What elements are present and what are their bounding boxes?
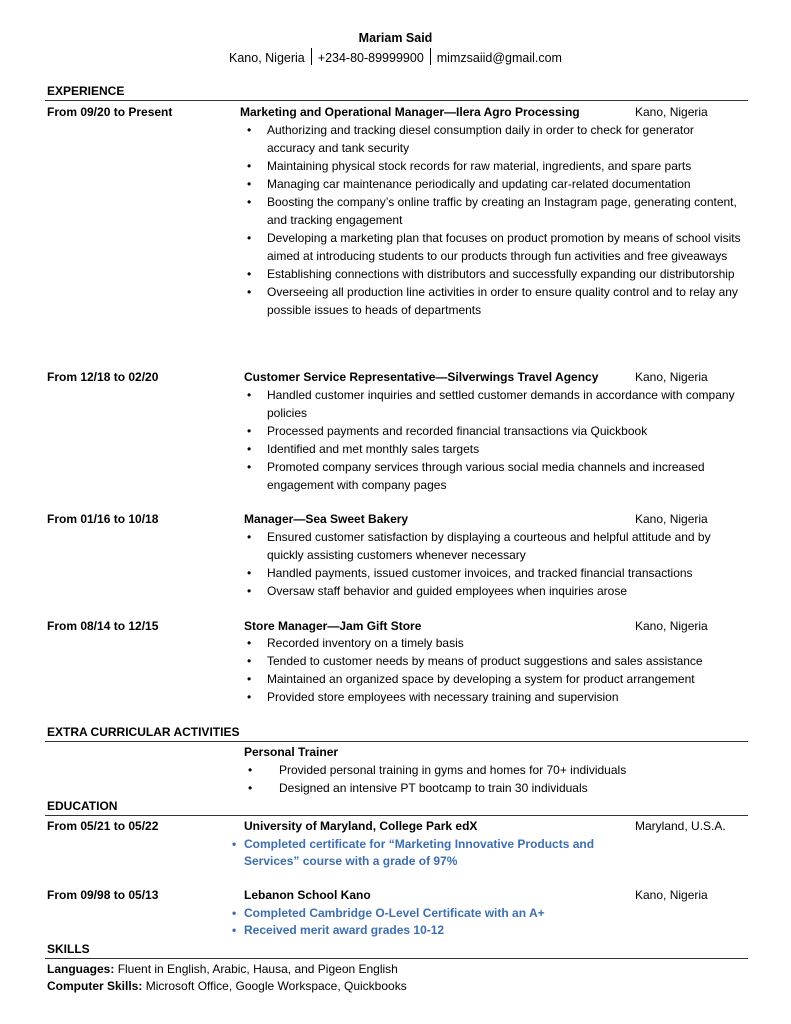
education-bullets bbox=[232, 836, 602, 870]
school-name: University of Maryland, College Park edX bbox=[244, 819, 478, 833]
list-item: • Designed an intensive PT bootcamp to train 30 individuals bbox=[244, 779, 744, 797]
contact-line bbox=[0, 48, 791, 68]
education-bullets bbox=[232, 905, 602, 939]
list-item: • Authorizing and tracking diesel consumption daily in order to check for generator accuracy and tank security bbox=[244, 121, 744, 157]
skills-computer bbox=[47, 978, 407, 995]
list-item: • Maintaining physical stock records for raw material, ingredients, and spare parts bbox=[244, 157, 744, 175]
skills-languages bbox=[47, 961, 398, 978]
list-item: • Oversaw staff behavior and guided employees when inquiries arose bbox=[244, 582, 744, 600]
job-dates: From 08/14 to 12/15 bbox=[47, 619, 159, 633]
section-title-skills: SKILLS bbox=[47, 942, 90, 956]
contact-divider bbox=[311, 48, 312, 65]
list-item: • Managing car maintenance periodically and updating car-related documentation bbox=[244, 175, 744, 193]
list-item: • Boosting the company’s online traffic by creating an Instagram page, generating content, and tracking engagement bbox=[244, 193, 744, 229]
job-location: Kano, Nigeria bbox=[635, 105, 708, 119]
job-dates: From 12/18 to 02/20 bbox=[47, 370, 159, 384]
activity-bullets bbox=[244, 761, 744, 797]
job-location: Kano, Nigeria bbox=[635, 619, 708, 633]
job-location: Kano, Nigeria bbox=[635, 370, 708, 384]
contact-divider bbox=[430, 48, 431, 65]
section-title-education: EDUCATION bbox=[47, 799, 118, 813]
skills-languages-value: Fluent in English, Arabic, Hausa, and Pigeon English bbox=[117, 962, 398, 976]
section-rule bbox=[45, 815, 748, 816]
skills-computer-label: Computer Skills: bbox=[47, 979, 143, 993]
school-name: Lebanon School Kano bbox=[244, 888, 371, 902]
school-location: Kano, Nigeria bbox=[635, 888, 708, 902]
skills-computer-value: Microsoft Office, Google Workspace, Quickbooks bbox=[145, 979, 407, 993]
list-item: • Completed certificate for “Marketing Innovative Products and Services” course with a grade of 97% bbox=[232, 836, 602, 870]
education-dates: From 05/21 to 05/22 bbox=[47, 819, 159, 833]
list-item: • Provided personal training in gyms and homes for 70+ individuals bbox=[244, 761, 744, 779]
job-title: Customer Service Representative—Silverwings Travel Agency bbox=[244, 370, 599, 384]
skills-languages-label: Languages: bbox=[47, 962, 115, 976]
education-dates: From 09/98 to 05/13 bbox=[47, 888, 159, 902]
resume-header bbox=[0, 30, 791, 68]
candidate-name: Mariam Said bbox=[358, 31, 433, 45]
job-title: Store Manager—Jam Gift Store bbox=[244, 619, 422, 633]
school-location: Maryland, U.S.A. bbox=[635, 819, 726, 833]
list-item: • Recorded inventory on a timely basis bbox=[244, 634, 744, 652]
list-item: • Handled customer inquiries and settled customer demands in accordance with company policies bbox=[244, 386, 744, 422]
job-bullets bbox=[244, 528, 744, 600]
contact-phone: +234-80-89999900 bbox=[317, 51, 424, 65]
list-item: • Ensured customer satisfaction by displaying a courteous and helpful attitude and by quickly assisting customers whenever necessary bbox=[244, 528, 744, 564]
list-item: • Developing a marketing plan that focuses on product promotion by means of school visits aimed at introducing students to our products through fun activities and free giveaways bbox=[244, 229, 744, 265]
section-rule bbox=[45, 100, 748, 101]
list-item: • Processed payments and recorded financial transactions via Quickbook bbox=[244, 422, 744, 440]
activity-title: Personal Trainer bbox=[244, 745, 339, 759]
list-item: • Tended to customer needs by means of product suggestions and sales assistance bbox=[244, 652, 744, 670]
job-bullets bbox=[244, 386, 744, 494]
list-item: • Maintained an organized space by developing a system for product arrangement bbox=[244, 670, 744, 688]
list-item: • Identified and met monthly sales targets bbox=[244, 440, 744, 458]
section-title-experience: EXPERIENCE bbox=[47, 84, 125, 98]
section-rule bbox=[45, 958, 748, 959]
list-item: • Establishing connections with distributors and successfully expanding our distributorship bbox=[244, 265, 744, 283]
job-title: Manager—Sea Sweet Bakery bbox=[244, 512, 409, 526]
job-location: Kano, Nigeria bbox=[635, 512, 708, 526]
list-item: • Completed Cambridge O-Level Certificate with an A+ bbox=[232, 905, 602, 922]
list-item: • Promoted company services through various social media channels and increased engagement with company pages bbox=[244, 458, 744, 494]
job-dates: From 09/20 to Present bbox=[47, 105, 173, 119]
list-item: • Received merit award grades 10-12 bbox=[232, 922, 602, 939]
list-item: • Provided store employees with necessary training and supervision bbox=[244, 688, 744, 706]
job-title: Marketing and Operational Manager—Ilera Agro Processing bbox=[240, 105, 580, 119]
list-item: • Handled payments, issued customer invoices, and tracked financial transactions bbox=[244, 564, 744, 582]
job-dates: From 01/16 to 10/18 bbox=[47, 512, 159, 526]
job-bullets bbox=[244, 634, 744, 706]
contact-email: mimzsaiid@gmail.com bbox=[436, 51, 562, 65]
list-item: • Overseeing all production line activities in order to ensure quality control and to relay any possible issues to heads of departments bbox=[244, 283, 744, 319]
section-rule bbox=[45, 741, 748, 742]
section-title-extracurricular: EXTRA CURRICULAR ACTIVITIES bbox=[47, 725, 240, 739]
job-bullets bbox=[244, 121, 744, 319]
contact-location: Kano, Nigeria bbox=[229, 51, 305, 65]
